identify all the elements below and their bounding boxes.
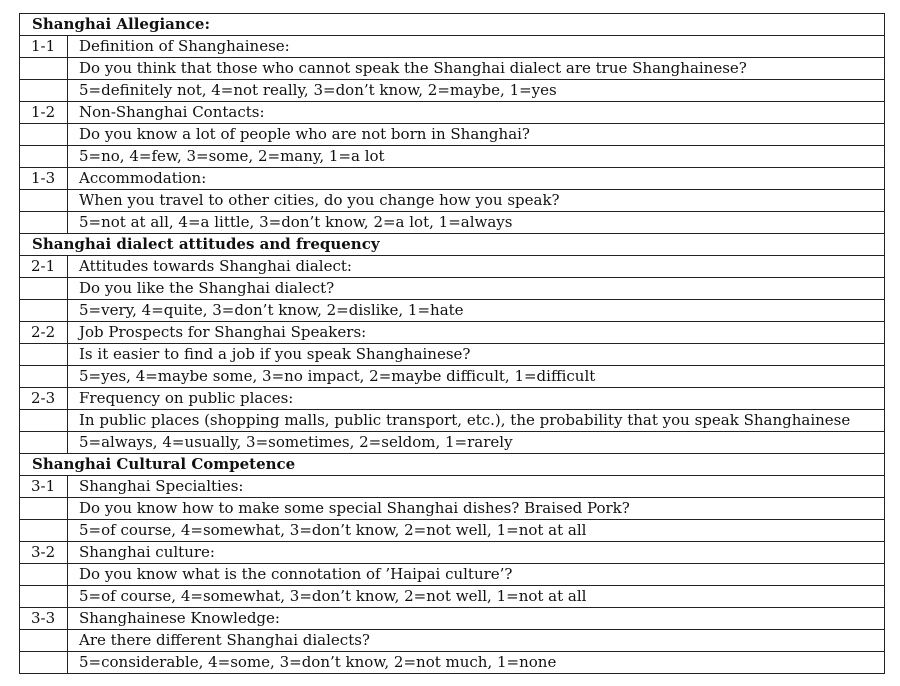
item-scale: 5=always, 4=usually, 3=sometimes, 2=seldom, 1=rarely: [68, 432, 885, 454]
item-code: 3-3: [20, 608, 68, 630]
item-question: Is it easier to find a job if you speak Shanghainese?: [68, 344, 885, 366]
item-scale-row: [20, 586, 885, 608]
empty-code-cell: [20, 212, 68, 234]
item-scale: 5=of course, 4=somewhat, 3=don’t know, 2=not well, 1=not at all: [68, 586, 885, 608]
item-code: 2-2: [20, 322, 68, 344]
item-scale: 5=definitely not, 4=not really, 3=don’t know, 2=maybe, 1=yes: [68, 80, 885, 102]
section-title: Shanghai Allegiance:: [20, 14, 885, 36]
item-scale-row: [20, 300, 885, 322]
empty-code-cell: [20, 498, 68, 520]
item-scale: 5=very, 4=quite, 3=don’t know, 2=dislike, 1=hate: [68, 300, 885, 322]
empty-code-cell: [20, 278, 68, 300]
empty-code-cell: [20, 520, 68, 542]
item-scale-row: [20, 146, 885, 168]
item-label-row: [20, 102, 885, 124]
section-title: Shanghai Cultural Competence: [20, 454, 885, 476]
item-question: Do you know what is the connotation of ’Haipai culture’?: [68, 564, 885, 586]
item-label-row: [20, 256, 885, 278]
item-scale-row: [20, 212, 885, 234]
item-scale: 5=no, 4=few, 3=some, 2=many, 1=a lot: [68, 146, 885, 168]
item-question: Are there different Shanghai dialects?: [68, 630, 885, 652]
item-question-row: [20, 278, 885, 300]
item-label: Definition of Shanghainese:: [68, 36, 885, 58]
empty-code-cell: [20, 190, 68, 212]
item-label-row: [20, 608, 885, 630]
item-label: Frequency on public places:: [68, 388, 885, 410]
item-scale-row: [20, 80, 885, 102]
item-scale-row: [20, 432, 885, 454]
item-question: When you travel to other cities, do you change how you speak?: [68, 190, 885, 212]
item-label: Shanghai Specialties:: [68, 476, 885, 498]
item-label: Shanghainese Knowledge:: [68, 608, 885, 630]
item-scale: 5=not at all, 4=a little, 3=don’t know, 2=a lot, 1=always: [68, 212, 885, 234]
item-question-row: [20, 410, 885, 432]
section-header-row: [20, 234, 885, 256]
empty-code-cell: [20, 146, 68, 168]
item-question: Do you know a lot of people who are not born in Shanghai?: [68, 124, 885, 146]
item-label-row: [20, 542, 885, 564]
item-code: 3-1: [20, 476, 68, 498]
item-code: 1-2: [20, 102, 68, 124]
empty-code-cell: [20, 344, 68, 366]
item-label: Job Prospects for Shanghai Speakers:: [68, 322, 885, 344]
empty-code-cell: [20, 564, 68, 586]
item-label: Attitudes towards Shanghai dialect:: [68, 256, 885, 278]
item-label-row: [20, 36, 885, 58]
empty-code-cell: [20, 366, 68, 388]
item-question-row: [20, 58, 885, 80]
item-question: Do you think that those who cannot speak the Shanghai dialect are true Shanghainese?: [68, 58, 885, 80]
item-code: 2-1: [20, 256, 68, 278]
empty-code-cell: [20, 410, 68, 432]
empty-code-cell: [20, 80, 68, 102]
item-question: Do you like the Shanghai dialect?: [68, 278, 885, 300]
item-code: 1-1: [20, 36, 68, 58]
item-code: 1-3: [20, 168, 68, 190]
item-scale-row: [20, 520, 885, 542]
item-question: In public places (shopping malls, public transport, etc.), the probability that you speak Shanghainese: [68, 410, 885, 432]
section-title: Shanghai dialect attitudes and frequency: [20, 234, 885, 256]
item-label: Accommodation:: [68, 168, 885, 190]
item-scale-row: [20, 366, 885, 388]
empty-code-cell: [20, 58, 68, 80]
item-label-row: [20, 476, 885, 498]
item-code: 2-3: [20, 388, 68, 410]
item-question-row: [20, 344, 885, 366]
item-question-row: [20, 564, 885, 586]
empty-code-cell: [20, 432, 68, 454]
item-question-row: [20, 124, 885, 146]
item-label-row: [20, 388, 885, 410]
empty-code-cell: [20, 586, 68, 608]
item-label: Shanghai culture:: [68, 542, 885, 564]
item-label-row: [20, 168, 885, 190]
survey-table: [19, 13, 885, 674]
item-question-row: [20, 630, 885, 652]
item-label: Non-Shanghai Contacts:: [68, 102, 885, 124]
item-scale: 5=considerable, 4=some, 3=don’t know, 2=not much, 1=none: [68, 652, 885, 674]
item-label-row: [20, 322, 885, 344]
item-question: Do you know how to make some special Shanghai dishes? Braised Pork?: [68, 498, 885, 520]
section-header-row: [20, 454, 885, 476]
empty-code-cell: [20, 630, 68, 652]
empty-code-cell: [20, 652, 68, 674]
section-header-row: [20, 14, 885, 36]
item-scale: 5=yes, 4=maybe some, 3=no impact, 2=maybe difficult, 1=difficult: [68, 366, 885, 388]
item-question-row: [20, 498, 885, 520]
empty-code-cell: [20, 300, 68, 322]
item-scale-row: [20, 652, 885, 674]
item-question-row: [20, 190, 885, 212]
item-scale: 5=of course, 4=somewhat, 3=don’t know, 2=not well, 1=not at all: [68, 520, 885, 542]
empty-code-cell: [20, 124, 68, 146]
item-code: 3-2: [20, 542, 68, 564]
